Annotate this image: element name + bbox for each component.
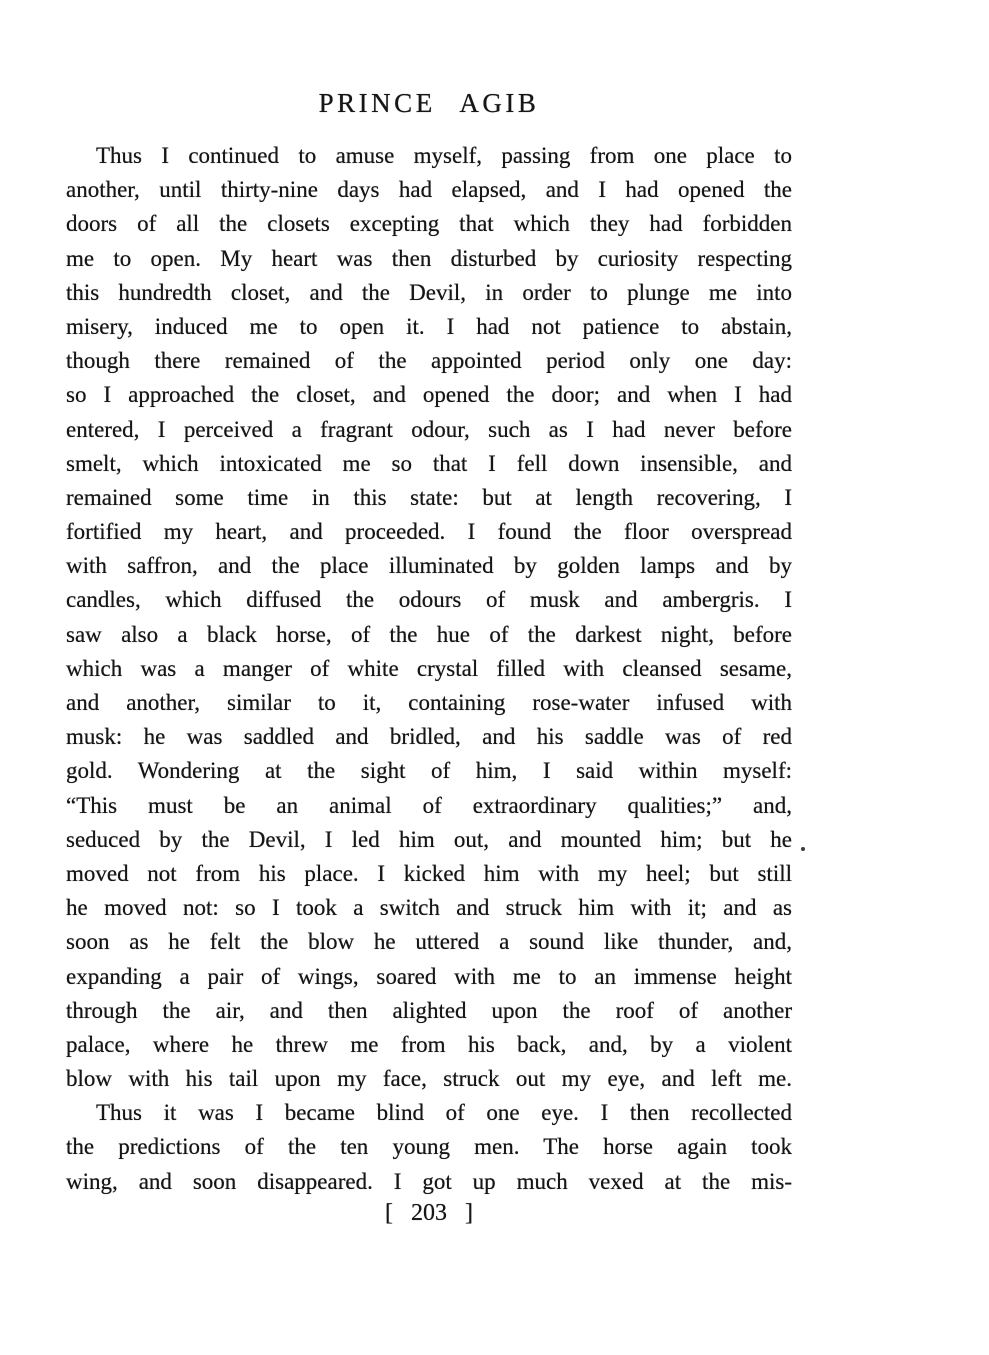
text-line: the predictions of the ten young men. The horse again took <box>66 1134 792 1160</box>
text-line: remained some time in this state: but at length recovering, I <box>66 484 792 510</box>
text-line: this hundredth closet, and the Devil, in order to plunge me into <box>66 279 792 305</box>
text-line: another, until thirty-nine days had elapsed, and I had opened the <box>66 177 792 203</box>
text-line: seduced by the Devil, I led him out, and mounted him; but he <box>66 826 792 852</box>
text-line: so I approached the closet, and opened the door; and when I had <box>66 382 792 408</box>
text-line: gold. Wondering at the sight of him, I said within myself: <box>66 758 792 784</box>
text-line: through the air, and then alighted upon the roof of another <box>66 997 792 1023</box>
text-line: palace, where he threw me from his back, and, by a violent <box>66 1031 792 1057</box>
text-line: smelt, which intoxicated me so that I fell down insensible, and <box>66 450 792 476</box>
text-line: entered, I perceived a fragrant odour, such as I had never before <box>66 416 792 442</box>
text-line: Thus I continued to amuse myself, passing from one place to <box>96 143 792 168</box>
text-line: blow with his tail upon my face, struck out my eye, and left me. <box>66 1066 792 1092</box>
text-line: soon as he felt the blow he uttered a sound like thunder, and, <box>66 929 792 955</box>
text-line: with saffron, and the place illuminated by golden lamps and by <box>66 553 792 579</box>
text-line: fortified my heart, and proceeded. I found the floor overspread <box>66 519 792 545</box>
scan-speck <box>801 847 805 851</box>
text-line: misery, induced me to open it. I had not patience to abstain, <box>66 313 792 339</box>
page-title: PRINCE AGIB <box>318 88 540 118</box>
text-line: doors of all the closets excepting that which they had forbidden <box>66 211 792 237</box>
text-line: wing, and soon disappeared. I got up much vexed at the mis- <box>66 1168 792 1194</box>
text-line: saw also a black horse, of the hue of the darkest night, before <box>66 621 792 647</box>
text-line: moved not from his place. I kicked him with my heel; but still <box>66 860 792 886</box>
text-line: and another, similar to it, containing rose-water infused with <box>66 690 792 715</box>
text-line: “This must be an animal of extraordinary qualities;” and, <box>66 792 792 818</box>
text-line: he moved not: so I took a switch and struck him with it; and as <box>66 895 792 921</box>
body-text <box>66 139 792 1199</box>
text-line: which was a manger of white crystal filled with cleansed sesame, <box>66 655 792 681</box>
page-number: [ 203 ] <box>385 1200 473 1226</box>
text-line: candles, which diffused the odours of musk and ambergris. I <box>66 587 792 613</box>
text-line: though there remained of the appointed period only one day: <box>66 348 792 374</box>
text-line: musk: he was saddled and bridled, and his saddle was of red <box>66 724 792 750</box>
text-line: me to open. My heart was then disturbed by curiosity respecting <box>66 245 792 271</box>
text-line: Thus it was I became blind of one eye. I then recollected <box>96 1100 792 1126</box>
text-line: expanding a pair of wings, soared with me to an immense height <box>66 963 792 989</box>
